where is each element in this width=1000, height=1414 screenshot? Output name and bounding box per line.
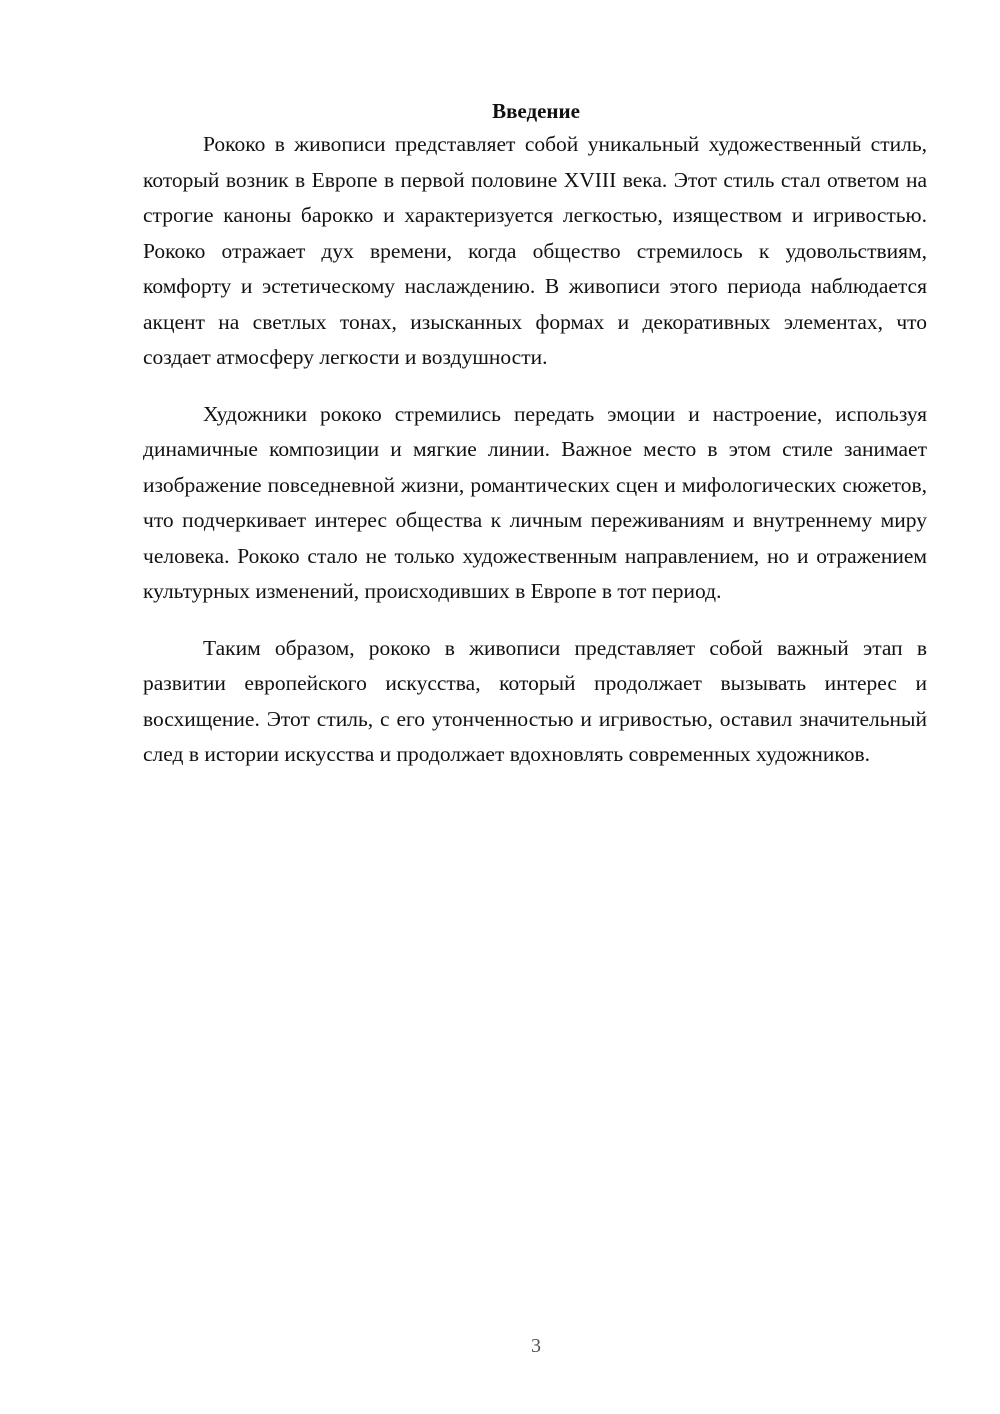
- page-number: 3: [531, 1335, 541, 1357]
- section-heading: Введение: [492, 99, 580, 123]
- page-content: [143, 96, 927, 794]
- paragraph-2: Художники рококо стремились передать эмоции и настроение, используя динамичные композиции и мягкие линии. Важное место в этом стиле занимает изображение повседневной жизни, романтических сцен и мифологических сюжетов, что подчеркивает интерес общества к личным переживаниям и внутреннему миру человека. Рококо стало не только художественным направлением, но и отражением культурных изменений, происходивших в Европе в тот период.: [143, 401, 927, 603]
- paragraph-1: Рококо в живописи представляет собой уникальный художественный стиль, который возник в Европе в первой половине XVIII века. Этот стиль стал ответом на строгие каноны барокко и характеризуется легкостью, изяществом и игривостью. Рококо отражает дух времени, когда общество стремилось к удовольствиям, комфорту и эстетическому наслаждению. В живописи этого периода наблюдается акцент на светлых тонах, изысканных формах и декоративных элементах, что создает атмосферу легкости и воздушности.: [143, 132, 927, 369]
- paragraph-3: Таким образом, рококо в живописи представляет собой важный этап в развитии европейского искусства, который продолжает вызывать интерес и восхищение. Этот стиль, с его утонченностью и игривостью, оставил значительный след в истории искусства и продолжает вдохновлять современных художников.: [143, 635, 927, 766]
